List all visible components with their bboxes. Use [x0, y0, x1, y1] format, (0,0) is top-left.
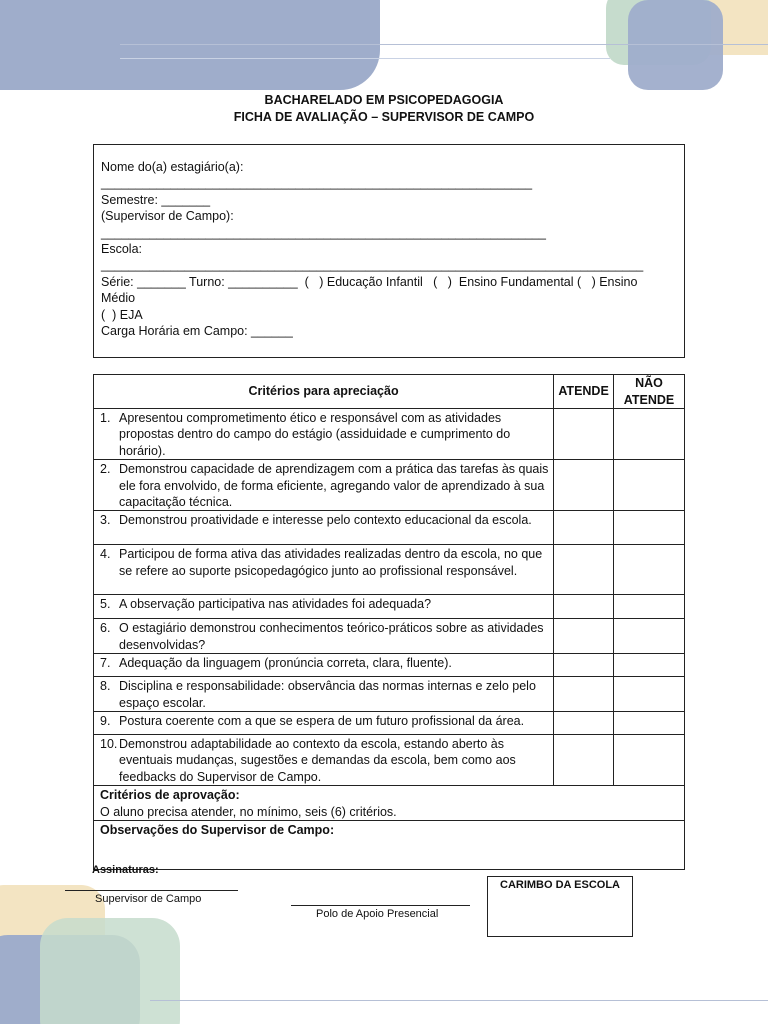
decorative-line — [150, 1000, 768, 1001]
meets-cell[interactable] — [554, 677, 614, 712]
semester-field[interactable]: Semestre: _______ — [101, 192, 211, 207]
criterion-text: Postura coerente com a que se espera de um futuro profissional da área. — [119, 714, 525, 729]
table-row — [94, 595, 685, 619]
decorative-shape — [0, 0, 380, 90]
meets-cell[interactable] — [554, 460, 614, 511]
criterion-text: O estagiário demonstrou conhecimentos teórico-práticos sobre as atividades desenvolvidas? — [119, 621, 544, 652]
meets-cell[interactable] — [554, 735, 614, 786]
not-meets-cell[interactable] — [614, 511, 685, 545]
criterion-number: 5. — [100, 597, 111, 612]
student-name-label: Nome do(a) estagiário(a): — [101, 160, 244, 174]
table-row — [94, 460, 685, 511]
polo-signature-label: Polo de Apoio Presencial — [316, 908, 439, 920]
observations-row — [94, 821, 685, 870]
table-row — [94, 619, 685, 654]
school-line[interactable]: ______________________________________________________________________________ — [101, 258, 644, 273]
meets-cell[interactable] — [554, 595, 614, 619]
workload-field[interactable]: Carga Horária em Campo: ______ — [101, 324, 293, 339]
table-row — [94, 654, 685, 677]
not-meets-header-line2: ATENDE — [623, 392, 675, 407]
criterion-number: 7. — [100, 656, 111, 671]
student-info-box — [93, 144, 685, 358]
not-meets-cell[interactable] — [614, 677, 685, 712]
supervisor-signature-label: Supervisor de Campo — [95, 893, 202, 905]
criterion-text: Participou de forma ativa das atividades realizadas dentro da escola, no que se refere ao suporte psicopedagógico junto ao profissional responsável. — [119, 547, 543, 578]
criterion-text: Apresentou comprometimento ético e responsável com as atividades propostas dentro do campo do estágio (assiduidade e cumprimento do horário). — [119, 411, 511, 458]
not-meets-cell[interactable] — [614, 654, 685, 677]
decorative-shape — [628, 0, 723, 90]
criterion-number: 8. — [100, 679, 111, 694]
document-subtitle: FICHA DE AVALIAÇÃO – SUPERVISOR DE CAMPO — [233, 110, 535, 124]
not-meets-cell[interactable] — [614, 735, 685, 786]
supervisor-line[interactable]: ________________________________________________________________ — [101, 225, 546, 240]
school-label: Escola: — [101, 242, 142, 257]
not-meets-cell[interactable] — [614, 409, 685, 460]
school-stamp-box — [487, 876, 633, 937]
not-meets-cell[interactable] — [614, 712, 685, 735]
table-row — [94, 545, 685, 595]
meets-cell[interactable] — [554, 545, 614, 595]
criterion-number: 1. — [100, 411, 111, 425]
criterion-text: Demonstrou capacidade de aprendizagem com a prática das tarefas às quais ele fora envolvido, de forma eficiente, agregando valor de aprendizado à sua capacitação técnica. — [119, 462, 549, 510]
criterion-number: 4. — [100, 547, 111, 562]
school-stamp-label: CARIMBO DA ESCOLA — [500, 879, 620, 891]
supervisor-label: (Supervisor de Campo): — [101, 209, 234, 224]
table-row — [94, 511, 685, 545]
criterion-number: 6. — [100, 621, 111, 636]
criterion-text: Demonstrou proatividade e interesse pelo contexto educacional da escola. — [119, 513, 532, 528]
decorative-shape — [40, 918, 180, 1024]
meets-cell[interactable] — [554, 511, 614, 545]
not-meets-header — [614, 375, 685, 409]
table-row — [94, 735, 685, 786]
meets-cell[interactable] — [554, 654, 614, 677]
signatures-title: Assinaturas: — [92, 864, 159, 876]
criterion-text: Demonstrou adaptabilidade ao contexto da escola, estando aberto às eventuais mudanças, sugestões e demandas da escola, bem como aos feedbacks do Supervisor de Campo. — [119, 737, 516, 784]
criteria-header: Critérios para apreciação — [94, 375, 554, 409]
not-meets-cell[interactable] — [614, 460, 685, 511]
level-continuation: Médio — [101, 291, 136, 306]
approval-row — [94, 786, 685, 821]
criterion-text: Adequação da linguagem (pronúncia correta, clara, fluente). — [119, 656, 452, 671]
not-meets-header-line1: NÃO — [635, 376, 663, 391]
criterion-number: 10. — [100, 737, 118, 752]
student-name-line[interactable]: ______________________________________________________________ — [101, 176, 533, 191]
eja-option[interactable]: ( ) EJA — [101, 307, 143, 322]
grade-shift-level-field[interactable]: Série: _______ Turno: __________ ( ) Educação Infantil ( ) Ensino Fundamental ( ) Ensino — [101, 274, 638, 289]
decorative-line — [120, 44, 768, 45]
criterion-number: 2. — [100, 462, 111, 477]
not-meets-cell[interactable] — [614, 595, 685, 619]
criteria-table — [93, 374, 685, 870]
observations-title: Observações do Supervisor de Campo: — [100, 823, 335, 838]
meets-cell[interactable] — [554, 712, 614, 735]
approval-text: O aluno precisa atender, no mínimo, seis (6) critérios. — [100, 804, 397, 819]
meets-cell[interactable] — [554, 619, 614, 654]
decorative-line — [120, 58, 610, 59]
not-meets-cell[interactable] — [614, 545, 685, 595]
approval-title: Critérios de aprovação: — [100, 788, 240, 803]
polo-signature-line[interactable] — [291, 905, 470, 906]
table-row — [94, 677, 685, 712]
criterion-number: 3. — [100, 513, 111, 528]
meets-header: ATENDE — [554, 375, 614, 409]
supervisor-signature-line[interactable] — [65, 890, 238, 891]
criterion-text: A observação participativa nas atividades foi adequada? — [119, 597, 432, 612]
table-row — [94, 712, 685, 735]
criterion-text: Disciplina e responsabilidade: observância das normas internas e zelo pelo espaço escolar. — [119, 679, 536, 710]
criterion-number: 9. — [100, 714, 111, 729]
document-title: BACHARELADO EM PSICOPEDAGOGIA — [264, 93, 504, 107]
table-row — [94, 409, 685, 460]
not-meets-cell[interactable] — [614, 619, 685, 654]
meets-cell[interactable] — [554, 409, 614, 460]
